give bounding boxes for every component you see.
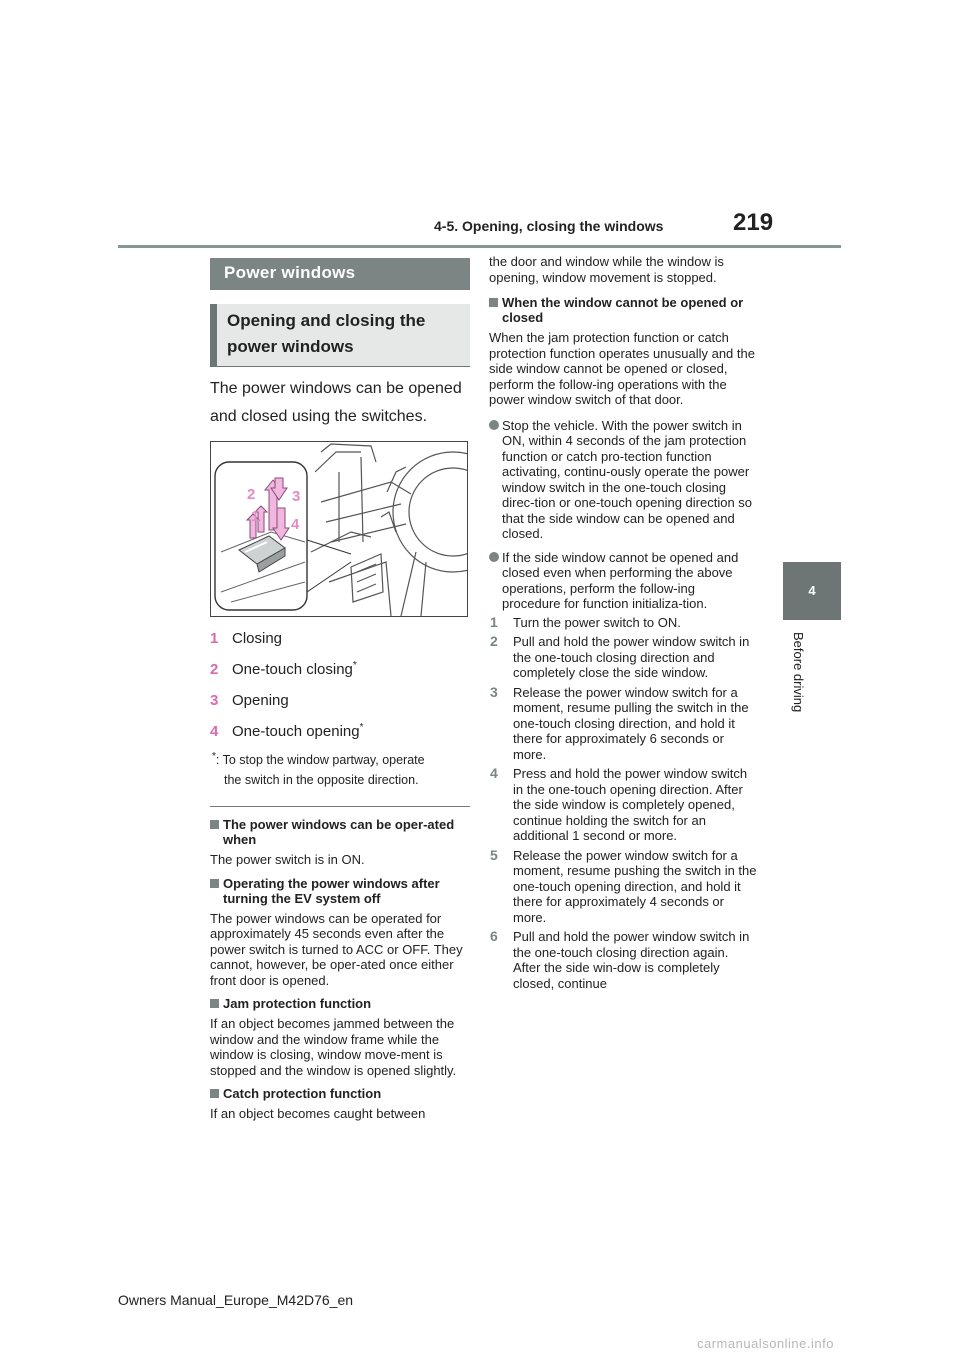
continued-text: the door and window while the window is opening, window movement is stopped. (489, 254, 724, 285)
note-body: If an object becomes caught between (210, 1106, 426, 1122)
bullet-item: Stop the vehicle. With the power switch in ON, within 4 seconds of the jam protection function or catch pro-tection function activating, continu-ously operate the power window switch in the one-touch closing direc-tion or one-touch opening direction so that the side window can be opened and closed. (489, 418, 757, 542)
step-item: 1 Turn the power switch to ON. (490, 613, 681, 630)
page-number: 219 (733, 209, 774, 236)
chapter-label: Before driving (791, 632, 806, 713)
note-heading: Catch protection function (210, 1086, 470, 1101)
note-block (210, 817, 470, 868)
left-column (210, 258, 470, 1122)
legend-item: 4 One-touch opening* (210, 722, 364, 740)
subsection-line-2: power windows (227, 337, 354, 356)
car-interior-drawing (211, 442, 467, 616)
square-bullet-icon (210, 999, 219, 1008)
subsection-heading (210, 304, 470, 367)
note-heading: Operating the power windows after turning the EV system off (210, 876, 470, 906)
manual-name: Owners Manual_Europe_M42D76_en (118, 1292, 354, 1308)
legend-item: 3 Opening (210, 692, 289, 709)
section-heading: Power windows (210, 258, 470, 290)
power-window-switch-illustration (210, 441, 468, 617)
intro-text (210, 375, 470, 431)
note-body: If an object becomes jammed between the window and the window frame while the window is closing, window move-ment is stopped and the window is opened slightly. (210, 1016, 457, 1078)
callout-3: 3 (292, 488, 301, 505)
legend-item: 2 One-touch closing* (210, 660, 357, 678)
note-body: When the jam protection function or catch protection function operates unusually and the side window cannot be opened or closed, perform the follow-ing operations with the power window switch of that door. (489, 330, 755, 407)
note-heading: Jam protection function (210, 996, 470, 1011)
note-block (210, 996, 470, 1078)
legend-item: 1 Closing (210, 630, 283, 647)
note-body: The power windows can be operated for approximately 45 seconds even after the power switch is turned to ACC or OFF. They cannot, however, be oper-ated once either front door is opened. (210, 910, 463, 988)
square-bullet-icon (489, 298, 498, 307)
square-bullet-icon (210, 820, 219, 829)
step-item: 2 Pull and hold the power window switch in the one-touch closing direction and completely close the side window. (490, 633, 750, 680)
circle-bullet-icon (489, 552, 499, 562)
callout-4: 4 (291, 516, 300, 533)
circle-bullet-icon (489, 420, 499, 430)
callout-1: 1 (251, 508, 260, 525)
intro-line-1: The power windows can be opened (210, 380, 462, 397)
note-block (210, 876, 470, 989)
header-rule (118, 245, 841, 248)
chapter-tab: 4 (783, 562, 841, 620)
step-item: 4 Press and hold the power window switch in the one-touch opening direction. After the side window is completely opened, continue holding the switch for an additional 1 second or more. (490, 765, 748, 843)
note-heading: When the window cannot be opened or closed (489, 295, 757, 325)
watermark: carmanualsonline.info (697, 1336, 834, 1351)
bullet-item: If the side window cannot be opened and closed even when performing the above operations, perform the follow-ing procedure for function initializa-tion. (489, 550, 757, 612)
section-title: 4-5. Opening, closing the windows (434, 218, 664, 234)
subsection-line-1: Opening and closing the (227, 311, 426, 330)
square-bullet-icon (210, 1089, 219, 1098)
intro-line-2: and closed using the switches. (210, 408, 428, 425)
step-item: 5 Release the power window switch for a moment, resume pushing the switch in the one-touch opening direction, and hold it there for approximately 4 seconds or more. (490, 846, 757, 925)
note-body: The power switch is in ON. (210, 852, 365, 868)
footnote: *: To stop the window partway, operate the switch in the opposite direction. (212, 751, 425, 788)
figure-legend (210, 621, 470, 745)
section-divider (210, 806, 470, 807)
note-block (210, 1086, 470, 1122)
note-heading: The power windows can be oper-ated when (210, 817, 470, 847)
step-item: 6 Pull and hold the power window switch in the one-touch closing direction again. After the side win-dow is completely closed, continue (490, 928, 750, 991)
right-column (489, 254, 757, 991)
square-bullet-icon (210, 879, 219, 888)
callout-2: 2 (247, 486, 256, 503)
step-item: 3 Release the power window switch for a moment, resume pulling the switch in the one-touch closing direction, and hold it there for approximately 6 seconds or more. (490, 683, 749, 762)
